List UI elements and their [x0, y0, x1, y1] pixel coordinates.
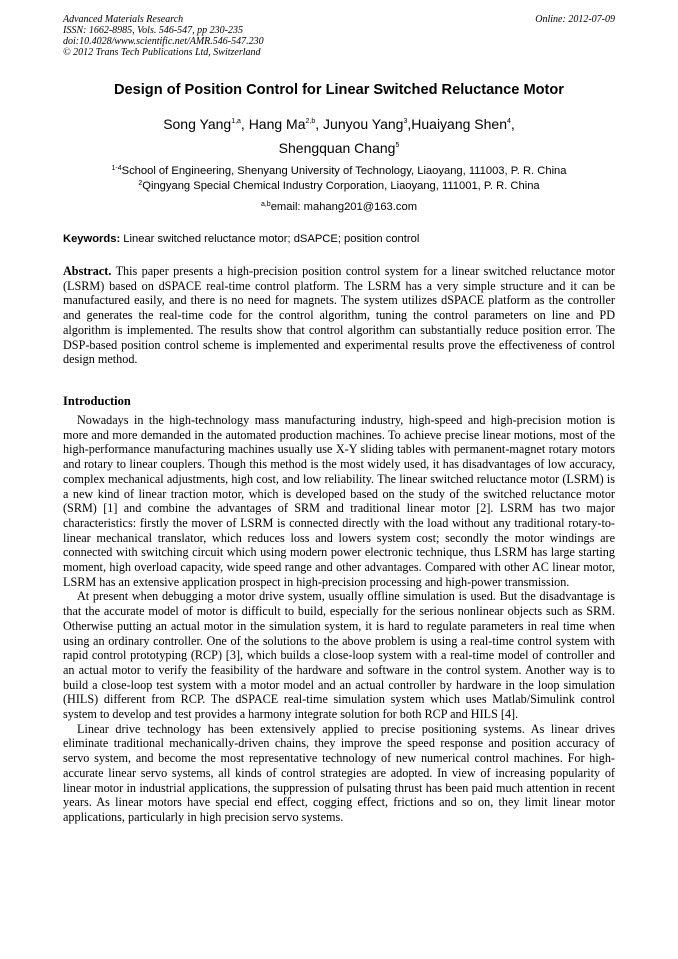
copyright-line: © 2012 Trans Tech Publications Ltd, Switzerland	[63, 47, 261, 58]
affiliation-2	[0, 178, 678, 194]
author-sup: 3	[403, 118, 408, 125]
journal-name: Advanced Materials Research	[63, 14, 184, 25]
abstract	[63, 264, 615, 367]
affiliation-1	[0, 163, 678, 179]
keywords-text: Linear switched reluctance motor; dSAPCE; position control	[120, 233, 420, 245]
affiliation-text: Qingyang Special Chemical Industry Corporation, Liaoyang, 111001, P. R. China	[142, 180, 540, 192]
email-line	[0, 199, 678, 215]
author-name: , Hang Ma	[240, 116, 306, 132]
author-name: , Junyou Yang	[315, 116, 404, 132]
author-line-2	[0, 136, 678, 160]
email-sup: a,b	[260, 201, 271, 208]
author-line-1	[0, 112, 678, 136]
doi-text[interactable]: doi:10.4028/www.scientific.net/AMR.546-547.230	[63, 36, 264, 47]
paragraph: Linear drive technology has been extensively applied to precise positioning systems. As linear drives eliminate traditional mechanically-driven chains, they improve the speed response and position accuracy of servo system, and become the most representative technology of new numerical control machines. For high-accurate linear servo systems, all kinds of control strategies are adopted. In view of increasing popularity of linear motor in industrial applications, the suppression of pulsating thrust has been paid much attention in recent years. As linear motors have special end effect, cogging effect, frictions and so on, they limit linear motor applications, particularly in high precision servo systems.	[63, 721, 615, 824]
keywords-label: Keywords:	[63, 233, 121, 245]
section-heading-introduction: Introduction	[63, 394, 131, 408]
affiliation-text: School of Engineering, Shenyang University of Technology, Liaoyang, 111003, P. R. China	[121, 165, 567, 177]
author-name: Song Yang	[163, 116, 232, 132]
affiliation-sup: 2	[138, 180, 143, 187]
abstract-label: Abstract.	[63, 264, 112, 278]
author-sup: 5	[395, 142, 400, 149]
introduction-body	[63, 413, 615, 825]
author-name: Shengquan Chang	[278, 140, 396, 156]
affiliation-sup: 1-4	[111, 165, 122, 172]
author-sup: 2,b	[305, 118, 316, 125]
doi-line[interactable]	[63, 36, 264, 47]
paragraph: Nowadays in the high-technology mass manufacturing industry, high-speed and high-precision motion is more and more demanded in the automated production machines. To achieve precise linear motions, most of the high-performance manufacturing machines usually use X-Y sliding tables with permanent-magnet rotary motors and rotary to linear couplers. Though this method is the most widely used, it has disadvantages of low accuracy, complex mechanical adjustments, high cost, and low reliability. The linear switched reluctance motor (LSRM) is a new kind of linear traction motor, which is developed based on the study of the switched reluctance motor (SRM) [1] and combine the advantages of SRM and traditional linear motor [2]. LSRM has two major characteristics: firstly the mover of LSRM is connected directly with the load without any traditional rotary-to-linear mechanical translator, which reduces loss and lowers system cost; secondly the motor windings are connected with switching circuit which using modern power electronic technique, thus LSRM has large starting moment, high overload capacity, wide speed range and other advantages. Compared with other AC linear motor, LSRM has an extensive application prospect in high-precision processing and high-power transmission.	[63, 413, 615, 589]
issn-line: ISSN: 1662-8985, Vols. 546-547, pp 230-235	[63, 25, 243, 36]
paragraph: At present when debugging a motor drive system, usually offline simulation is used. But the disadvantage is that the accurate model of motor is difficult to build, especially for the serious nonlinear objects such as SRM. Otherwise putting an actual motor in the simulation system, it is hard to regulate parameters in real time when using an ordinary controller. One of the solutions to the above problem is using a real-time control system with rapid control prototyping (RCP) [3], which builds a close-loop system with a real-time model of controller and an actual motor to verify the feasibility of the hardware and software in the control system. Another way is to build a close-loop test system with a motor model and an actual controller by hardware in the loop simulation (HILS) different from RCP. The dSPACE real-time simulation system which uses Matlab/Simulink control system to develop and test provides a harmony integrate solution for both RCP and HILS [4].	[63, 589, 615, 722]
author-sup: 4	[507, 118, 511, 125]
author-name: ,Huaiyang Shen	[407, 116, 508, 132]
email-text[interactable]: email: mahang201@163.com	[270, 201, 418, 213]
abstract-text: This paper presents a high-precision position control system for a linear switched reluctance motor (LSRM) based on dSPACE real-time control platform. The LSRM has a very simple structure and it can be manufactured easily, and there is no need for magnets. The system utilizes dSPACE platform as the controller and generates the real-time code for the control algorithm, tuning the control parameters on line and PD algorithm is implemented. The results show that control algorithm can substantially reduce position error. The DSP-based position control scheme is implemented and experimental results prove the effectiveness of control design method.	[63, 264, 615, 367]
author-sup: 1,a	[231, 118, 241, 125]
author-sep: ,	[510, 116, 515, 132]
online-date: Online: 2012-07-09	[535, 14, 615, 25]
paper-title: Design of Position Control for Linear Switched Reluctance Motor	[113, 82, 564, 98]
keywords	[63, 233, 419, 245]
